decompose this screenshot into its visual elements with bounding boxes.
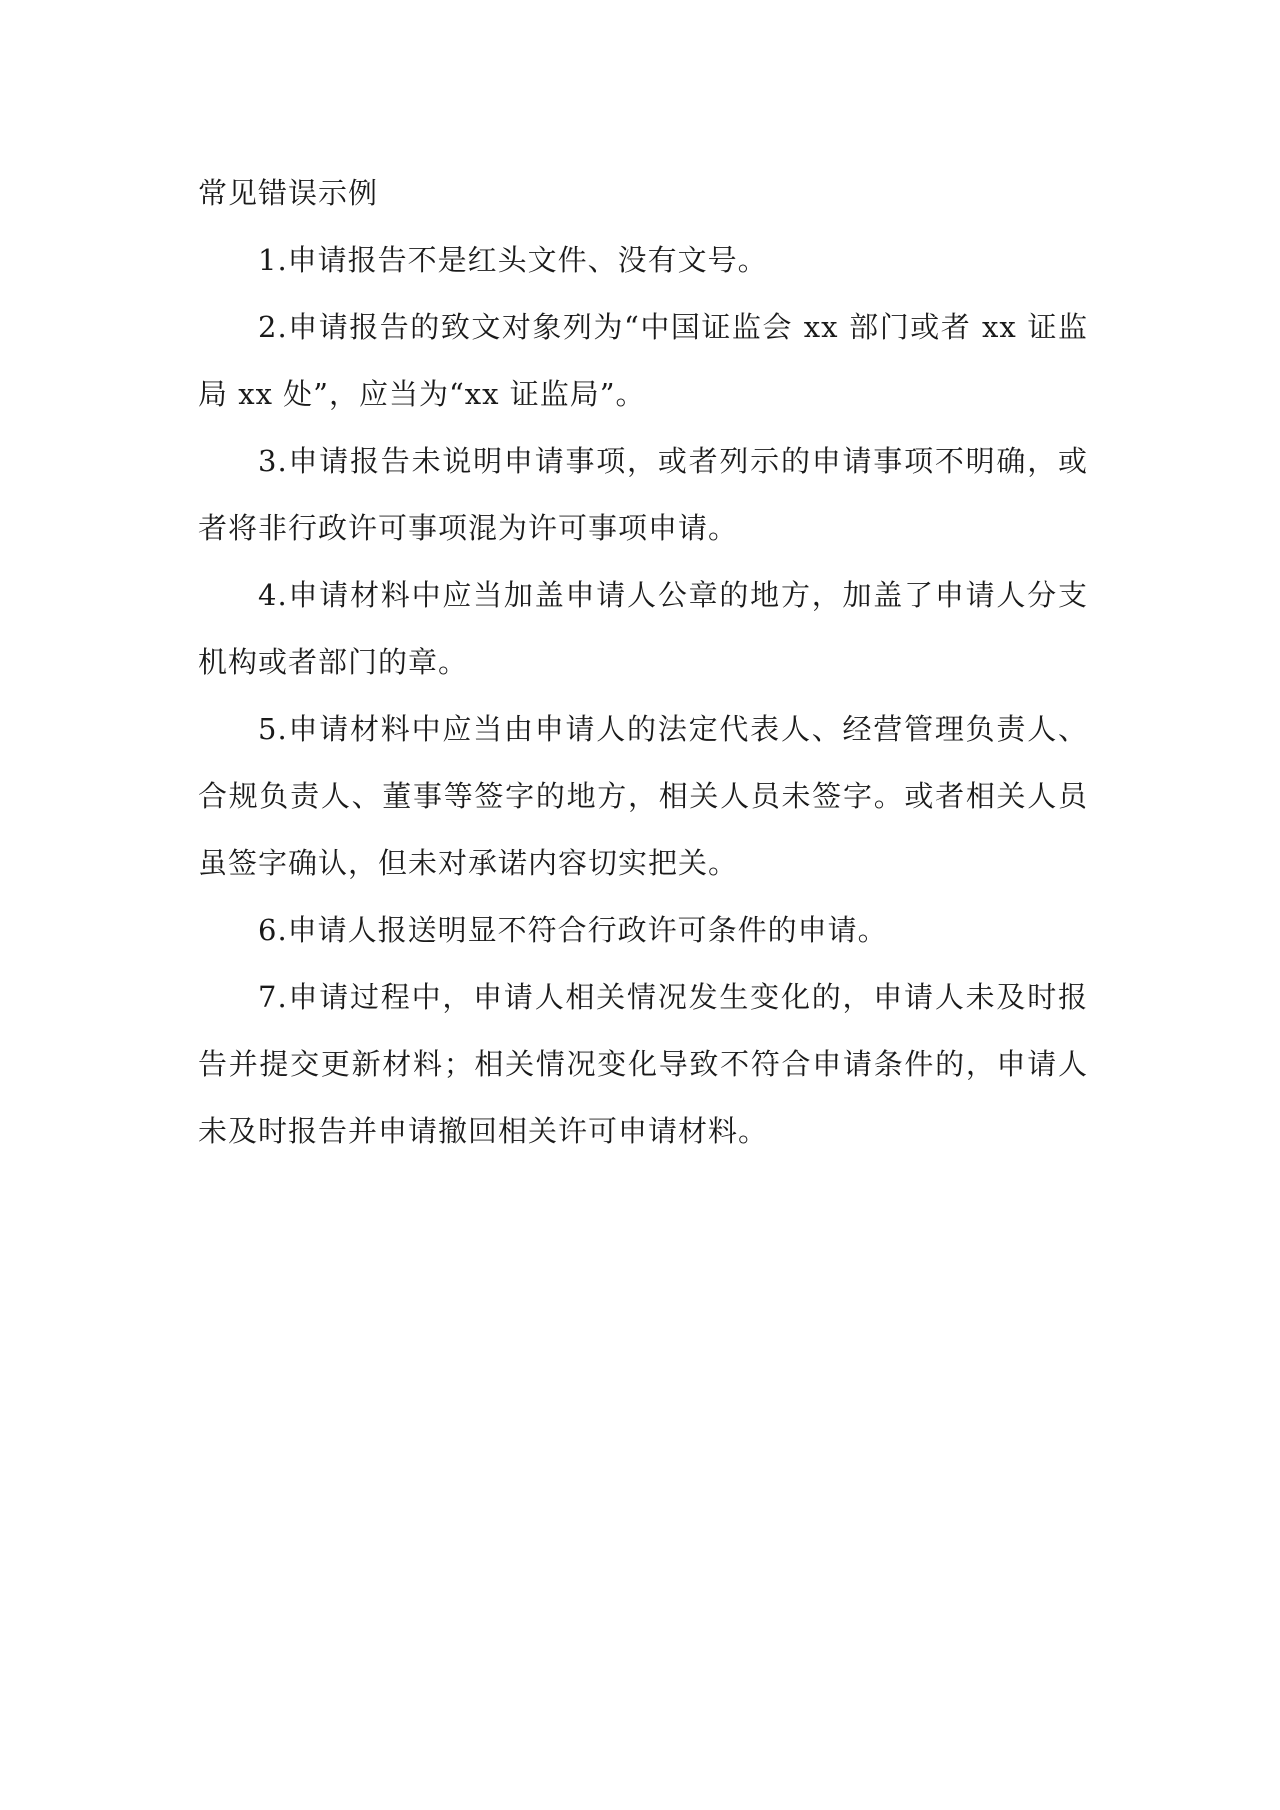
list-item-3: 3.申请报告未说明申请事项，或者列示的申请事项不明确，或者将非行政许可事项混为许可事项申请。 — [198, 444, 1088, 545]
list-item-6: 6.申请人报送明显不符合行政许可条件的申请。 — [258, 913, 888, 947]
list-item-5: 5.申请材料中应当由申请人的法定代表人、经营管理负责人、合规负责人、董事等签字的地方，相关人员未签字。或者相关人员虽签字确认，但未对承诺内容切实把关。 — [198, 712, 1088, 880]
list-item-4: 4.申请材料中应当加盖申请人公章的地方，加盖了申请人分支机构或者部门的章。 — [198, 578, 1088, 679]
list-item-7: 7.申请过程中，申请人相关情况发生变化的，申请人未及时报告并提交更新材料；相关情况变化导致不符合申请条件的，申请人未及时报告并申请撤回相关许可申请材料。 — [198, 980, 1088, 1148]
list-item-2: 2.申请报告的致文对象列为“中国证监会 xx 部门或者 xx 证监局 xx 处”，应当为“xx 证监局”。 — [198, 310, 1088, 411]
section-heading: 常见错误示例 — [198, 176, 379, 210]
list-item-1: 1.申请报告不是红头文件、没有文号。 — [258, 243, 768, 277]
document-body — [198, 160, 1088, 1165]
